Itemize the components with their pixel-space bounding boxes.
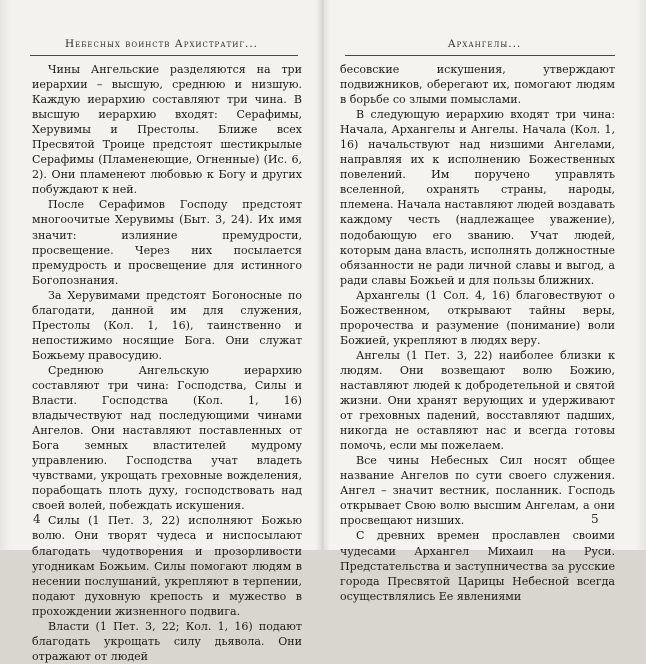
right-paragraph-4: Все чины Небесных Сил носят общее название Ангелов по сути своего служения. Ангел – значит вестник, посланник. Господь открывает Свою волю высшим Ангелам, а они просвещают низших. bbox=[340, 454, 615, 528]
left-paragraph-5: Силы (1 Пет. 3, 22) исполняют Божью волю. Они творят чудеса и ниспосылают благодать чудотворения и прозорливости угодникам Божьим. Силы помогают людям в несении послушаний, укрепляют в терпении, подают духовную крепость и мужество в прохождении жизненного подвига. bbox=[32, 514, 302, 618]
left-paragraph-3: За Херувимами предстоят Богоносные по благодати, данной им для служения, Престолы (Кол. 1, 16), таинственно и непостижимо носящие Бога. Они служат Божьему правосудию. bbox=[32, 288, 302, 362]
left-page-number: 4 bbox=[33, 512, 41, 526]
right-running-head: Архангелы... bbox=[447, 38, 522, 50]
left-body-text bbox=[32, 62, 302, 664]
left-page-edge-shade bbox=[0, 0, 10, 550]
left-header-rule bbox=[30, 55, 298, 56]
right-paragraph-2: Архангелы (1 Сол. 4, 16) благовествуют о Божественном, открывают тайны веры, пророчества и разумение (понимание) воли Божией, укрепляют в людях веру. bbox=[340, 288, 615, 347]
right-page-edge-shade bbox=[636, 0, 646, 550]
right-paragraph-3: Ангелы (1 Пет. 3, 22) наиболее близки к людям. Они возвещают волю Божию, наставляют людей к добродетельной и святой жизни. Они хранят верующих и удерживают от греховных падений, восставляют падших, никогда не оставляют нас и всегда готовы помочь, если мы пожелаем. bbox=[340, 348, 615, 453]
right-page-number: 5 bbox=[591, 512, 599, 526]
left-running-head: Небесных воинств Архистратиг... bbox=[65, 38, 258, 50]
left-paragraph-1: Чины Ангельские разделяются на три иерархии – высшую, среднюю и низшую. Каждую иерархию составляют три чина. В высшую иерархию входят: Серафимы, Херувимы и Престолы. Ближе всех Пресвятой Троице предстоят шестикрылые Серафимы (Пламенеющие, Огненные) (Ис. 6, 2). Они пламенеют любовью к Богу и других побуждают к ней. bbox=[32, 63, 302, 197]
left-paragraph-6: Власти (1 Пет. 3, 22; Кол. 1, 16) подают благодать укрощать силу дьявола. Они отражают от людей bbox=[32, 619, 302, 663]
right-page bbox=[323, 0, 646, 603]
left-paragraph-2: После Серафимов Господу предстоят многоочитые Херувимы (Быт. 3, 24). Их имя значит: излияние премудрости, просвещение. Через них посылается премудрость и просвещение для истинного Богопознания. bbox=[32, 198, 302, 287]
book-gutter-shadow bbox=[316, 0, 330, 550]
left-paragraph-4: Среднюю Ангельскую иерархию составляют три чина: Господства, Силы и Власти. Господства (Кол. 1, 16) владычествуют над последующими чинами Ангелов. Они наставляют поставленных от Бога земных властителей мудрому управлению. Господства учат владеть чувствами, укрощать греховные вожделения, порабощать плоть духу, господствовать над своей волей, побеждать искушения. bbox=[32, 363, 302, 513]
right-paragraph-1: В следующую иерархию входят три чина: Начала, Архангелы и Ангелы. Начала (Кол. 1, 16) начальствуют над низшими Ангелами, направляя их к исполнению Божественных повелений. Им поручено управлять вселенной, охранять страны, народы, племена. Начала наставляют людей воздавать каждому честь (надлежащее уважение), подобающую его званию. Учат людей, которым дана власть, исполнять должностные обязанности не ради личной славы и выгод, а ради славы Божьей и для пользы ближних. bbox=[340, 108, 615, 287]
right-header-rule bbox=[345, 55, 615, 56]
left-page bbox=[0, 0, 323, 663]
right-paragraph-5: С древних времен прославлен своими чудесами Архангел Михаил на Руси. Предстательства и заступничества за русские города Пресвятой Царицы Небесной всегда осуществлялись Ее явлениями bbox=[340, 529, 615, 603]
right-continuation-paragraph: бесовские искушения, утверждают подвижников, оберегают их, помогают людям в борьбе со злыми помыслами. bbox=[340, 63, 615, 107]
right-body-text bbox=[340, 62, 615, 604]
